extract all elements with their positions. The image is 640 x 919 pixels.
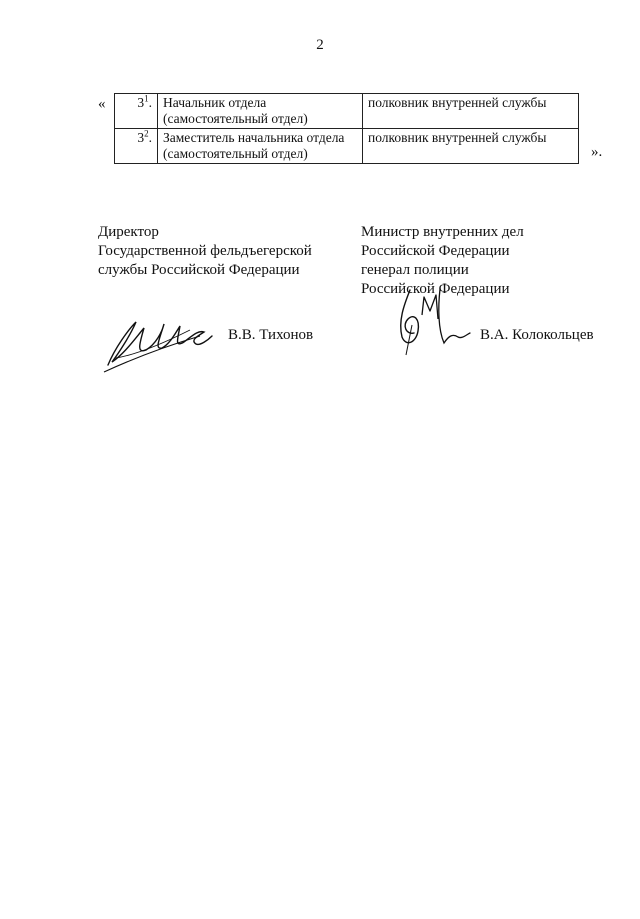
opening-quote: « <box>98 96 106 112</box>
left-signatory-title: Директор Государственной фельдъегерской службы Российской Федерации <box>98 224 312 278</box>
right-signature <box>388 285 473 360</box>
position-rank: полковник внутренней службы <box>363 129 579 164</box>
closing-quote: ». <box>591 144 603 160</box>
row-number: $3^2$. <box>115 129 158 164</box>
left-signatory-name: В.В. Тихонов <box>228 327 314 343</box>
row-number: $3^1$. <box>115 94 158 129</box>
position-title: Заместитель начальника отдела (самостоятельный отдел) <box>158 129 363 164</box>
table-row <box>115 129 579 164</box>
right-signatory-name: В.А. Колокольцев <box>480 327 594 343</box>
positions-table <box>114 93 579 164</box>
page-number: 2 <box>316 37 324 53</box>
position-rank: полковник внутренней службы <box>363 94 579 129</box>
position-title: Начальник отдела (самостоятельный отдел) <box>158 94 363 129</box>
left-signature <box>100 310 215 375</box>
table-row <box>115 94 579 129</box>
right-signatory-title: Министр внутренних дел Российской Федерации генерал полиции Российской Федерации <box>361 224 524 297</box>
